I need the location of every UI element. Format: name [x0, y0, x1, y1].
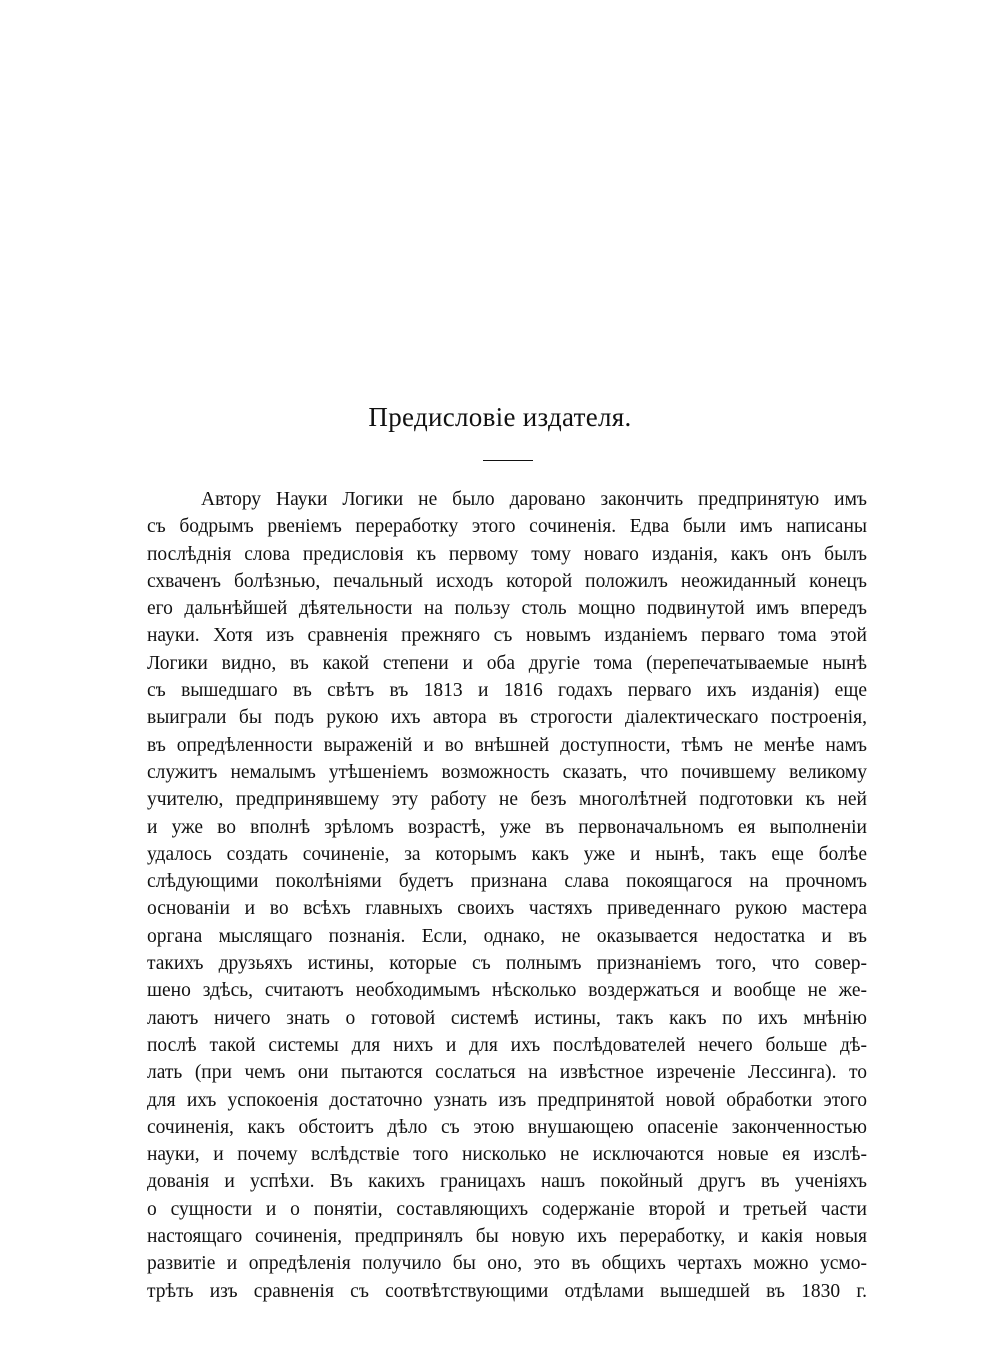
- text-line: настоящаго сочиненія, предпринялъ бы новую ихъ переработку, и какія новыя: [147, 1226, 867, 1248]
- text-line: лаютъ ничего знать о готовой системѣ истины, такъ какъ по ихъ мнѣнію: [147, 1007, 867, 1029]
- text-line: въ опредѣленности выраженій и во внѣшней доступности, тѣмъ не менѣе намъ: [147, 734, 867, 756]
- text-line: такихъ друзьяхъ истины, которые съ полнымъ признаніемъ того, что совер-: [147, 953, 867, 975]
- text-line: схваченъ болѣзнью, печальный исходъ которой положилъ неожиданный конецъ: [147, 570, 867, 592]
- text-line: послѣднія слова предисловія къ первому тому новаго изданія, какъ онъ былъ: [147, 543, 867, 565]
- page-title: Предисловіе издателя.: [368, 402, 632, 432]
- text-line: съ вышедшаго въ свѣтъ въ 1813 и 1816 годахъ перваго ихъ изданія) еще: [147, 680, 867, 702]
- text-line: учителю, предпринявшему эту работу не безъ многолѣтней подготовки къ ней: [147, 789, 867, 811]
- text-line: о сущности и о понятіи, составляющихъ содержаніе второй и третьей части: [147, 1198, 867, 1220]
- text-line: трѣть изъ сравненія съ соотвѣтствующими отдѣлами вышедшей въ 1830 г.: [147, 1280, 867, 1302]
- text-line: органа мыслящаго познанія. Если, однако, не оказывается недостатка и въ: [147, 925, 867, 947]
- text-line: слѣдующими поколѣніями будетъ признана слава покоящагося на прочномъ: [147, 871, 867, 893]
- text-line: и уже во вполнѣ зрѣломъ возрастѣ, уже въ первоначальномъ ея выполненіи: [147, 816, 867, 838]
- text-line: лать (при чемъ они пытаются сослаться на извѣстное изреченіе Лессинга). то: [147, 1062, 867, 1084]
- text-line: служитъ немалымъ утѣшеніемъ возможность сказать, что почившему великому: [147, 761, 867, 783]
- text-line: Автору Науки Логики не было даровано закончить предпринятую имъ: [201, 489, 867, 510]
- text-line: для ихъ успокоенія достаточно узнать изъ предпринятой новой обработки этого: [147, 1089, 867, 1111]
- text-line: съ бодрымъ рвеніемъ переработку этого сочиненія. Едва были имъ написаны: [147, 516, 867, 538]
- text-line: шено здѣсь, считаютъ необходимымъ нѣсколько воздержаться и вообще не же-: [147, 980, 867, 1002]
- text-line: дованія и успѣхи. Въ какихъ границахъ нашъ покойный другъ въ ученіяхъ: [147, 1171, 867, 1193]
- body-paragraph: [147, 486, 867, 1305]
- text-line: выиграли бы подъ рукою ихъ автора въ строгости діалектическаго построенія,: [147, 707, 867, 729]
- text-line: основаніи и во всѣхъ главныхъ своихъ частяхъ приведеннаго рукою мастера: [147, 898, 867, 920]
- text-line: сочиненія, какъ обстоитъ дѣло съ этою внушающею опасеніе законченностью: [147, 1116, 867, 1138]
- text-line: развитіе и опредѣленія получило бы оно, это въ общихъ чертахъ можно усмо-: [147, 1253, 867, 1275]
- text-line: науки. Хотя изъ сравненія прежняго съ новымъ изданіемъ перваго тома этой: [147, 625, 867, 647]
- text-line: его дальнѣйшей дѣятельности на пользу столь мощно подвинутой имъ впередъ: [147, 598, 867, 620]
- text-line: науки, и почему вслѣдствіе того нисколько не исключаются новые ея изслѣ-: [147, 1144, 867, 1166]
- text-line: удалось создать сочиненіе, за которымъ какъ уже и нынѣ, такъ еще болѣе: [147, 843, 867, 865]
- text-line: Логики видно, въ какой степени и оба другіе тома (перепечатываемые нынѣ: [147, 652, 867, 674]
- title-rule: [483, 460, 533, 461]
- text-line: послѣ такой системы для нихъ и для ихъ послѣдователей нечего больше дѣ-: [147, 1034, 867, 1056]
